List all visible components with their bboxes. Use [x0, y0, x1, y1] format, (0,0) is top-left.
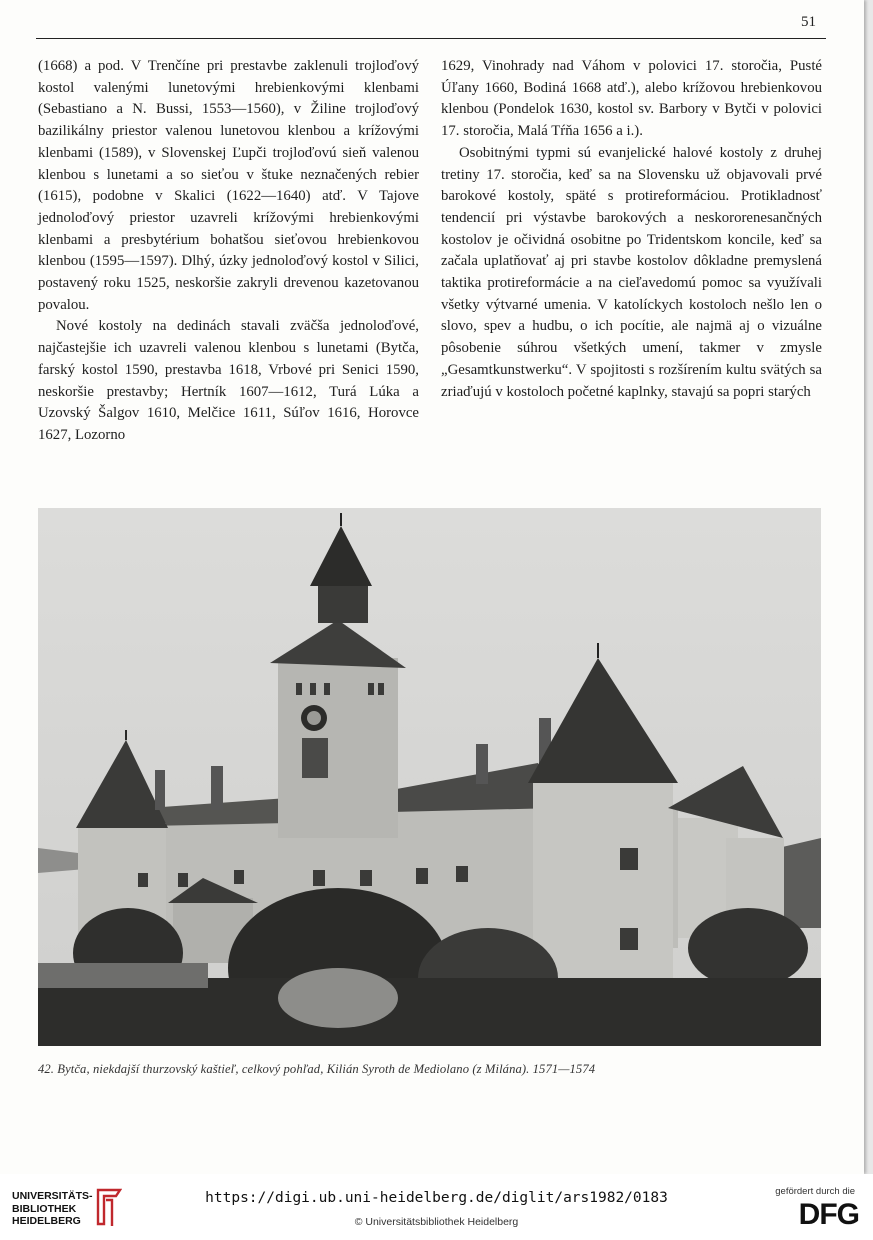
page-footer [0, 1174, 873, 1240]
page-number: 51 [801, 14, 816, 30]
library-name-line: BIBLIOTHEK [12, 1202, 77, 1215]
library-name-line: UNIVERSITÄTS- [12, 1190, 93, 1202]
paragraph: (1668) a pod. V Trenčíne pri prestavbe zaklenuli trojloďový kostol valenými lunetovými hrebienkovými klenbami (Sebastiano a N. Bussi, 1553—1560), v Žiline trojloďový bazilikálny priestor valenou lunetovou klenbou a krížovými klenbami (1589), v Slovenskej Ľupči trojloďovú sieň valenou klenbou s lunetami a so sieťou v štuke neznačených rebier (1615), podobne v Skalici (1622—1640) atď. V Tajove jednoloďový priestor uzavreli krížovými hrebienkovými klenbami a presbytérium bohatšou sieťovou hrebienkovou klenbou (1595—1597). Dlhý, úzky jednoloďový kostol v Silici, postavený roku 1525, neskoršie zakryli drevenou kazetovanou povalou. [38, 58, 419, 313]
paragraph: Osobitnými typmi sú evanjelické halové kostoly z druhej tretiny 17. storočia, keď sa na Slovensku už objavovali prvé barokové kostoly, späté s protireformáciou. Protikladnosť tendencií pri výstavbe barokových a neskororenesančných kostolov je očividná osobitne po Tridentskom koncile, keď sa začala uplatňovať aj pri stavbe kostolov dôkladne premyslená taktika protireformácie a na cieľavedomú pomoc sa využívali všetky výtvarné umenia. V katolíckych kostoloch nešlo len o slovo, spev a hudbu, o ich pocítie, ale najmä aj o vizuálne pôsobenie súhrou všetkých umení, takmer v zmysle „Gesamtkunstwerku“. V spojitosti s rozšírením kultu svätých sa zriaďujú v kostoloch početné kaplnky, stavajú sa popri starých [441, 144, 822, 400]
header-rule [36, 38, 826, 39]
paragraph: 1629, Vinohrady nad Váhom v polovici 17. storočia, Pusté Úľany 1660, Bodiná 1668 atď.), alebo krížovou hrebienkovou klenbou (Pondelok 1630, kostol sv. Barbory v Bytči v polovici 17. storočia, Malá Tŕňa 1656 a i.). [441, 58, 822, 140]
paragraph: Nové kostoly na dedinách stavali zväčša jednoloďové, najčastejšie ich uzavreli valenou klenbou s lunetami (Bytča, farský kostol 1590, prestavba 1618, Vrbové pri Senici 1590, neskoršie prestavby; Hertník 1607—1612, Turá Lúka a Uzovský Šalgov 1610, Melčice 1611, Súľov 1616, Horovce 1627, Lozorno [38, 318, 419, 443]
dfg-logo: DFG [798, 1198, 859, 1231]
library-name-line: HEIDELBERG [12, 1215, 81, 1227]
copyright-notice: © Universitätsbibliothek Heidelberg [354, 1216, 519, 1228]
castle-photograph [38, 508, 821, 1046]
figure-caption: 42. Bytča, niekdajší thurzovský kaštieľ, celkový pohľad, Kilián Syroth de Mediolano (z Milána). 1571—1574 [38, 1062, 596, 1076]
right-text-column [441, 56, 822, 403]
document-url-link[interactable]: https://digi.ub.uni-heidelberg.de/diglit/ars1982/0183 [205, 1190, 668, 1206]
left-text-column [38, 56, 419, 447]
funder-label: gefördert durch die [775, 1186, 855, 1197]
